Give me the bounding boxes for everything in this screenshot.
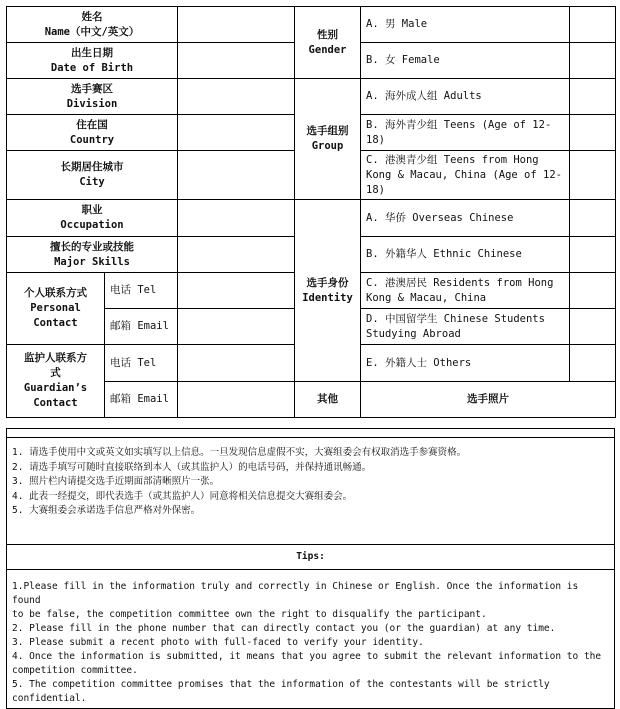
group-option-teens[interactable]: B. 海外青少组 Teens (Age of 12- 18) [361,115,570,151]
en-tip-item-continued: to be false, the competition committee own the right to disqualify the participant. [12,609,487,620]
english-tips [7,570,615,709]
personal-email-label: 邮箱 Email [105,309,178,345]
identity-option-hk-macau-residents[interactable]: C. 港澳居民 Residents from Hong Kong & Macau, China [361,273,570,309]
occupation-label: 职业 Occupation [7,200,178,237]
identity-option-overseas-chinese[interactable]: A. 华侨 Overseas Chinese [361,200,570,237]
zh-note-item: 2. 请选手填写可随时直接联络到本人（或其监护人）的电话号码，并保持通讯畅通。 [12,461,372,473]
group-option-adults[interactable]: A. 海外成人组 Adults [361,79,570,115]
skills-input-cell[interactable] [178,237,295,273]
group-label: 选手组别 Group [295,79,361,200]
group-adults-check-cell[interactable] [570,79,616,115]
occupation-input-cell[interactable] [178,200,295,237]
name-label: 姓名 Name（中文/英文） [7,7,178,43]
identity-students-check-cell[interactable] [570,309,616,345]
country-label: 住在国 Country [7,115,178,151]
zh-note-item: 1. 请选手使用中文或英文如实填写以上信息。一旦发现信息虚假不实，大赛组委会有权取消选手参赛资格。 [12,447,467,458]
city-input-cell[interactable] [178,151,295,200]
identity-option-others[interactable]: E. 外籍人士 Others [361,345,570,382]
en-tip-item: 5. The competition committee promises that the information of the contestants will be strictly [12,679,550,690]
notes-table [6,428,615,709]
country-input-cell[interactable] [178,115,295,151]
name-input-cell[interactable] [178,7,295,43]
city-label: 长期居住城市 City [7,151,178,200]
gender-label: 性别 Gender [295,7,361,79]
zh-note-item: 4. 此表一经提交，即代表选手（或其监护人）同意将相关信息提交大赛组委会。 [12,490,353,502]
identity-overseas-check-cell[interactable] [570,200,616,237]
guardian-email-input-cell[interactable] [178,382,295,418]
group-option-hk-macau-teens[interactable]: C. 港澳青少组 Teens from Hong Kong & Macau, China (Age of 12- 18) [361,151,570,200]
zh-note-item: 3. 照片栏内请提交选手近期面部清晰照片一张。 [12,476,220,487]
photo-label: 选手照片 [361,382,616,418]
registration-form-table [6,6,616,418]
skills-label: 擅长的专业或技能 Major Skills [7,237,178,273]
gender-option-male[interactable]: A. 男 Male [361,7,570,43]
personal-tel-label: 电话 Tel [105,273,178,309]
zh-note-item: 5. 大赛组委会承诺选手信息严格对外保密。 [12,505,201,516]
personal-email-input-cell[interactable] [178,309,295,345]
guardian-tel-label: 电话 Tel [105,345,178,382]
notes-spacer [7,429,615,438]
personal-tel-input-cell[interactable] [178,273,295,309]
en-tip-item-continued: confidential. [12,693,87,704]
gender-female-check-cell[interactable] [570,43,616,79]
identity-others-check-cell[interactable] [570,345,616,382]
dob-label: 出生日期 Date of Birth [7,43,178,79]
identity-hk-macau-check-cell[interactable] [570,273,616,309]
gender-male-check-cell[interactable] [570,7,616,43]
identity-option-ethnic-chinese[interactable]: B. 外籍华人 Ethnic Chinese [361,237,570,273]
guardian-tel-input-cell[interactable] [178,345,295,382]
en-tip-item: 4. Once the information is submitted, it means that you agree to submit the relevant information to the [12,651,602,662]
other-label: 其他 [295,382,361,418]
en-tip-item: 3. Please submit a recent photo with full-faced to verify your identity. [12,637,424,648]
group-teens-check-cell[interactable] [570,115,616,151]
dob-input-cell[interactable] [178,43,295,79]
group-hk-macau-check-cell[interactable] [570,151,616,200]
en-tip-item-continued: competition committee. [12,665,138,676]
identity-ethnic-check-cell[interactable] [570,237,616,273]
division-input-cell[interactable] [178,79,295,115]
identity-option-chinese-students[interactable]: D. 中国留学生 Chinese Students Studying Abroad [361,309,570,345]
identity-label: 选手身份 Identity [295,200,361,382]
tips-title: Tips: [7,545,615,570]
gender-option-female[interactable]: B. 女 Female [361,43,570,79]
guardian-email-label: 邮箱 Email [105,382,178,418]
division-label: 选手赛区 Division [7,79,178,115]
en-tip-item: 1.Please fill in the information truly and correctly in Chinese or English. Once the information is found [12,581,579,606]
personal-contact-label: 个人联系方式 Personal Contact [7,273,105,345]
guardian-contact-label: 监护人联系方 式 Guardian’s Contact [7,345,105,418]
chinese-instructions [7,438,615,545]
en-tip-item: 2. Please fill in the phone number that can directly contact you (or the guardian) at any time. [12,623,556,634]
